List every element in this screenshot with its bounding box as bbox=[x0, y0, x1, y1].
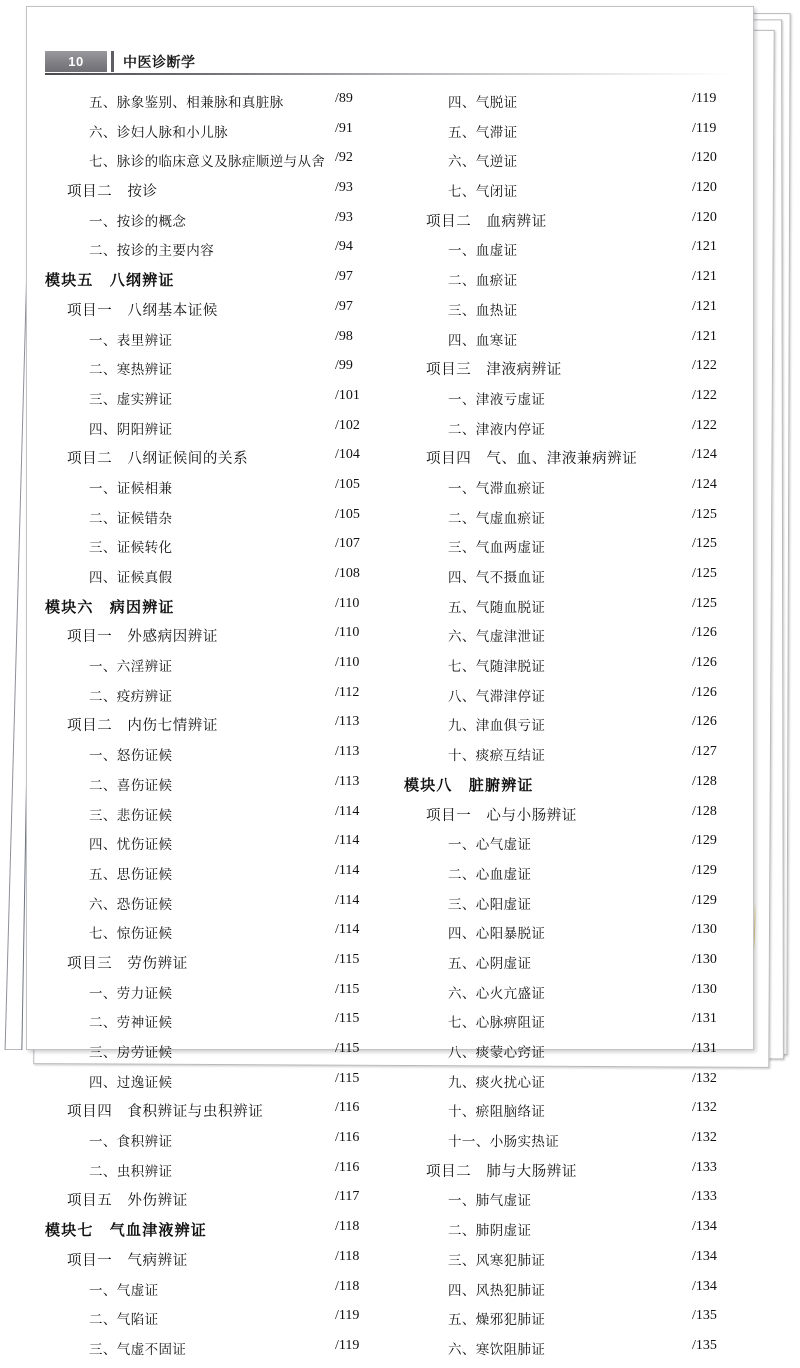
toc-row[interactable] bbox=[45, 536, 386, 566]
toc-entry-page-number: /121 bbox=[692, 269, 717, 285]
toc-row[interactable] bbox=[404, 625, 745, 655]
toc-row[interactable] bbox=[45, 1160, 386, 1190]
toc-entry-page-number: /97 bbox=[335, 298, 353, 314]
toc-entry-page-number: /135 bbox=[692, 1308, 717, 1324]
toc-entry-page-number: /129 bbox=[692, 892, 717, 908]
toc-row[interactable] bbox=[404, 299, 745, 329]
toc-entry-page-number: /116 bbox=[335, 1100, 360, 1116]
toc-entry-label: 五、气滞证 bbox=[448, 124, 518, 141]
toc-entry-label: 项目四 食积辨证与虫积辨证 bbox=[67, 1104, 264, 1121]
toc-entry-label: 二、津液内停证 bbox=[448, 421, 546, 438]
toc-row[interactable] bbox=[404, 982, 745, 1012]
toc-entry-label: 四、过逸证候 bbox=[89, 1074, 173, 1091]
toc-entry-page-number: /112 bbox=[335, 684, 360, 700]
toc-entry-label: 二、心血虚证 bbox=[448, 866, 532, 883]
toc-row[interactable] bbox=[45, 744, 386, 774]
toc-entry-label: 一、气滞血瘀证 bbox=[448, 480, 546, 497]
toc-row[interactable] bbox=[45, 1338, 386, 1368]
toc-row[interactable] bbox=[404, 952, 745, 982]
toc-entry-page-number: /133 bbox=[692, 1189, 717, 1205]
toc-entry-page-number: /132 bbox=[692, 1100, 717, 1116]
toc-entry-label: 一、心气虚证 bbox=[448, 837, 532, 854]
toc-entry-label: 二、喜伤证候 bbox=[89, 777, 173, 794]
toc-row[interactable] bbox=[404, 714, 745, 744]
toc-row[interactable] bbox=[404, 774, 745, 804]
toc-row[interactable] bbox=[45, 1011, 386, 1041]
toc-entry-label: 三、气虚不固证 bbox=[89, 1341, 187, 1358]
toc-entry-page-number: /110 bbox=[335, 595, 360, 611]
toc-entry-page-number: /108 bbox=[335, 566, 360, 581]
toc-entry-label: 四、心阳暴脱证 bbox=[448, 926, 546, 943]
toc-columns bbox=[45, 91, 745, 1368]
toc-entry-label: 三、虚实辨证 bbox=[89, 391, 173, 408]
toc-entry-label: 七、心脉痹阻证 bbox=[448, 1015, 546, 1032]
toc-entry-page-number: /110 bbox=[335, 655, 360, 671]
toc-entry-label: 七、气闭证 bbox=[448, 184, 518, 201]
toc-row[interactable] bbox=[45, 804, 386, 834]
toc-row[interactable] bbox=[45, 507, 386, 537]
toc-entry-label: 一、食积辨证 bbox=[89, 1134, 173, 1151]
toc-entry-page-number: /116 bbox=[335, 1130, 360, 1146]
toc-row[interactable] bbox=[45, 269, 386, 299]
toc-row[interactable] bbox=[404, 1041, 745, 1071]
page-folio-number: 10 bbox=[45, 51, 107, 72]
toc-entry-page-number: /129 bbox=[692, 862, 717, 878]
toc-entry-label: 一、气虚证 bbox=[89, 1282, 159, 1299]
toc-entry-page-number: /113 bbox=[335, 773, 360, 789]
toc-row[interactable] bbox=[45, 388, 386, 418]
toc-column-right bbox=[404, 91, 745, 1368]
toc-entry-page-number: /126 bbox=[692, 684, 717, 700]
toc-entry-page-number: /128 bbox=[692, 803, 717, 819]
toc-row[interactable] bbox=[45, 1249, 386, 1279]
book-title: 中医诊断学 bbox=[123, 55, 196, 71]
toc-row[interactable] bbox=[45, 121, 386, 151]
toc-row[interactable] bbox=[45, 447, 386, 477]
toc-entry-label: 项目一 气病辨证 bbox=[67, 1252, 188, 1269]
toc-row[interactable] bbox=[404, 477, 745, 507]
toc-entry-page-number: /114 bbox=[335, 862, 360, 878]
toc-row[interactable] bbox=[45, 1041, 386, 1071]
toc-entry-label: 项目一 八纲基本证候 bbox=[67, 302, 218, 319]
toc-row[interactable] bbox=[404, 685, 745, 715]
toc-row[interactable] bbox=[45, 774, 386, 804]
toc-entry-label: 项目三 劳伤辨证 bbox=[67, 955, 188, 972]
toc-row[interactable] bbox=[45, 418, 386, 448]
toc-entry-page-number: /119 bbox=[692, 91, 717, 106]
toc-entry-label: 模块八 脏腑辨证 bbox=[404, 775, 534, 794]
toc-row[interactable] bbox=[404, 833, 745, 863]
toc-entry-page-number: /93 bbox=[335, 209, 353, 225]
toc-row[interactable] bbox=[45, 1279, 386, 1309]
toc-row[interactable] bbox=[45, 91, 386, 121]
toc-entry-label: 一、怒伤证候 bbox=[89, 748, 173, 765]
toc-entry-label: 四、气脱证 bbox=[448, 95, 518, 111]
toc-entry-label: 一、六淫辨证 bbox=[89, 659, 173, 676]
toc-row[interactable] bbox=[404, 596, 745, 626]
toc-entry-page-number: /132 bbox=[692, 1070, 717, 1086]
toc-entry-page-number: /121 bbox=[692, 328, 717, 344]
toc-entry-label: 二、气陷证 bbox=[89, 1312, 159, 1329]
toc-row[interactable] bbox=[45, 1071, 386, 1101]
toc-entry-label: 四、证候真假 bbox=[89, 570, 173, 586]
toc-entry-label: 十、痰瘀互结证 bbox=[448, 748, 546, 765]
toc-row[interactable] bbox=[45, 210, 386, 240]
toc-entry-page-number: /134 bbox=[692, 1278, 717, 1294]
toc-entry-label: 三、证候转化 bbox=[89, 540, 173, 557]
toc-row[interactable] bbox=[404, 210, 745, 240]
toc-entry-label: 六、气虚津泄证 bbox=[448, 629, 546, 646]
toc-entry-label: 九、痰火扰心证 bbox=[448, 1074, 546, 1091]
toc-entry-label: 五、脉象鉴别、相兼脉和真脏脉 bbox=[89, 95, 284, 111]
toc-row[interactable] bbox=[45, 893, 386, 923]
toc-entry-page-number: /94 bbox=[335, 239, 353, 255]
toc-entry-label: 七、气随津脱证 bbox=[448, 659, 546, 676]
toc-entry-label: 三、心阳虚证 bbox=[448, 896, 532, 913]
toc-entry-label: 一、肺气虚证 bbox=[448, 1193, 532, 1210]
toc-entry-label: 项目二 八纲证候间的关系 bbox=[67, 451, 249, 468]
toc-entry-page-number: /117 bbox=[335, 1189, 360, 1205]
toc-entry-page-number: /98 bbox=[335, 328, 353, 344]
toc-row[interactable] bbox=[45, 1308, 386, 1338]
toc-entry-label: 一、津液亏虚证 bbox=[448, 391, 546, 408]
book-page bbox=[26, 6, 754, 1358]
toc-entry-page-number: /125 bbox=[692, 506, 717, 522]
toc-entry-label: 四、风热犯肺证 bbox=[448, 1282, 546, 1299]
toc-entry-label: 三、悲伤证候 bbox=[89, 807, 173, 824]
toc-entry-page-number: /128 bbox=[692, 773, 717, 789]
toc-row[interactable] bbox=[404, 1011, 745, 1041]
running-header bbox=[45, 51, 735, 77]
toc-entry-page-number: /124 bbox=[692, 447, 717, 463]
toc-entry-label: 二、劳神证候 bbox=[89, 1015, 173, 1032]
toc-column-left bbox=[45, 91, 386, 1368]
toc-row[interactable] bbox=[404, 1130, 745, 1160]
toc-entry-label: 二、证候错杂 bbox=[89, 510, 173, 527]
toc-row[interactable] bbox=[404, 1100, 745, 1130]
toc-row[interactable] bbox=[404, 388, 745, 418]
toc-entry-page-number: /114 bbox=[335, 892, 360, 908]
toc-row[interactable] bbox=[45, 1189, 386, 1219]
toc-row[interactable] bbox=[45, 150, 386, 180]
toc-entry-label: 二、气虚血瘀证 bbox=[448, 510, 546, 527]
toc-entry-page-number: /130 bbox=[692, 922, 717, 938]
toc-entry-page-number: /124 bbox=[692, 476, 717, 492]
toc-row[interactable] bbox=[45, 358, 386, 388]
toc-row[interactable] bbox=[45, 596, 386, 626]
toc-entry-page-number: /113 bbox=[335, 714, 360, 730]
toc-entry-page-number: /97 bbox=[335, 269, 353, 285]
toc-entry-label: 二、血瘀证 bbox=[448, 273, 518, 290]
toc-entry-label: 一、证候相兼 bbox=[89, 480, 173, 497]
toc-entry-page-number: /118 bbox=[335, 1248, 360, 1264]
toc-entry-label: 项目二 血病辨证 bbox=[426, 213, 547, 230]
toc-entry-label: 六、气逆证 bbox=[448, 154, 518, 171]
toc-entry-label: 一、劳力证候 bbox=[89, 985, 173, 1002]
toc-entry-page-number: /135 bbox=[692, 1337, 717, 1353]
toc-row[interactable] bbox=[404, 863, 745, 893]
toc-row[interactable] bbox=[404, 1308, 745, 1338]
toc-entry-label: 七、脉诊的临床意义及脉症顺逆与从舍 bbox=[89, 154, 326, 171]
toc-entry-page-number: /120 bbox=[692, 209, 717, 225]
toc-entry-page-number: /113 bbox=[335, 744, 360, 760]
toc-entry-label: 六、恐伤证候 bbox=[89, 896, 173, 913]
toc-entry-label: 一、按诊的概念 bbox=[89, 213, 187, 230]
toc-entry-label: 一、表里辨证 bbox=[89, 332, 173, 349]
toc-entry-page-number: /99 bbox=[335, 358, 353, 374]
toc-entry-label: 五、气随血脱证 bbox=[448, 599, 546, 616]
toc-row[interactable] bbox=[45, 655, 386, 685]
toc-entry-page-number: /129 bbox=[692, 833, 717, 849]
toc-entry-label: 六、诊妇人脉和小儿脉 bbox=[89, 124, 228, 141]
toc-entry-page-number: /125 bbox=[692, 536, 717, 552]
toc-entry-label: 项目三 津液病辨证 bbox=[426, 362, 562, 379]
toc-row[interactable] bbox=[45, 566, 386, 596]
toc-row[interactable] bbox=[45, 180, 386, 210]
toc-row[interactable] bbox=[404, 447, 745, 477]
toc-row[interactable] bbox=[404, 804, 745, 834]
header-rule bbox=[45, 73, 735, 75]
toc-entry-page-number: /130 bbox=[692, 981, 717, 997]
toc-row[interactable] bbox=[45, 299, 386, 329]
toc-row[interactable] bbox=[404, 358, 745, 388]
toc-entry-label: 八、痰蒙心窍证 bbox=[448, 1045, 546, 1061]
toc-row[interactable] bbox=[45, 952, 386, 982]
toc-row[interactable] bbox=[404, 150, 745, 180]
toc-entry-label: 五、心阴虚证 bbox=[448, 955, 532, 972]
toc-entry-page-number: /114 bbox=[335, 922, 360, 938]
toc-entry-label: 一、血虚证 bbox=[448, 243, 518, 260]
toc-row[interactable] bbox=[404, 1160, 745, 1190]
toc-entry-label: 项目一 心与小肠辨证 bbox=[426, 807, 577, 824]
toc-entry-page-number: /132 bbox=[692, 1130, 717, 1146]
toc-entry-label: 模块六 病因辨证 bbox=[45, 597, 175, 616]
toc-entry-label: 十一、小肠实热证 bbox=[448, 1134, 560, 1151]
toc-row[interactable] bbox=[404, 507, 745, 537]
toc-row[interactable] bbox=[404, 91, 745, 121]
toc-entry-page-number: /105 bbox=[335, 476, 360, 492]
toc-entry-page-number: /131 bbox=[692, 1011, 717, 1027]
toc-entry-page-number: /122 bbox=[692, 417, 717, 433]
toc-entry-page-number: /115 bbox=[335, 1041, 360, 1056]
toc-row[interactable] bbox=[404, 239, 745, 269]
toc-row[interactable] bbox=[404, 418, 745, 448]
toc-entry-page-number: /121 bbox=[692, 239, 717, 255]
toc-entry-page-number: /133 bbox=[692, 1159, 717, 1175]
toc-row[interactable] bbox=[404, 893, 745, 923]
toc-entry-label: 项目五 外伤辨证 bbox=[67, 1193, 188, 1210]
toc-entry-label: 二、寒热辨证 bbox=[89, 362, 173, 379]
toc-row[interactable] bbox=[45, 982, 386, 1012]
toc-entry-page-number: /102 bbox=[335, 417, 360, 433]
toc-row[interactable] bbox=[404, 329, 745, 359]
toc-row[interactable] bbox=[45, 1100, 386, 1130]
toc-entry-page-number: /120 bbox=[692, 180, 717, 196]
toc-row[interactable] bbox=[404, 1219, 745, 1249]
toc-entry-page-number: /125 bbox=[692, 566, 717, 581]
toc-entry-page-number: /114 bbox=[335, 803, 360, 819]
toc-entry-page-number: /114 bbox=[335, 833, 360, 849]
toc-row[interactable] bbox=[404, 744, 745, 774]
toc-row[interactable] bbox=[45, 922, 386, 952]
toc-entry-page-number: /104 bbox=[335, 447, 360, 463]
toc-entry-page-number: /115 bbox=[335, 981, 360, 997]
toc-row[interactable] bbox=[45, 1219, 386, 1249]
toc-row[interactable] bbox=[404, 566, 745, 596]
toc-entry-label: 六、心火亢盛证 bbox=[448, 985, 546, 1002]
toc-entry-page-number: /118 bbox=[335, 1278, 360, 1294]
toc-entry-page-number: /118 bbox=[335, 1219, 360, 1235]
toc-entry-page-number: /126 bbox=[692, 655, 717, 671]
toc-entry-label: 七、惊伤证候 bbox=[89, 926, 173, 943]
toc-row[interactable] bbox=[404, 655, 745, 685]
toc-row[interactable] bbox=[404, 180, 745, 210]
toc-entry-label: 十、瘀阻脑络证 bbox=[448, 1104, 546, 1121]
toc-entry-label: 四、忧伤证候 bbox=[89, 837, 173, 854]
toc-entry-page-number: /120 bbox=[692, 150, 717, 166]
toc-entry-page-number: /119 bbox=[335, 1308, 360, 1324]
toc-entry-page-number: /119 bbox=[692, 120, 717, 136]
toc-row[interactable] bbox=[404, 1338, 745, 1368]
toc-entry-label: 六、寒饮阻肺证 bbox=[448, 1341, 546, 1358]
toc-entry-page-number: /122 bbox=[692, 358, 717, 374]
toc-entry-page-number: /93 bbox=[335, 180, 353, 196]
toc-row[interactable] bbox=[45, 239, 386, 269]
toc-entry-page-number: /101 bbox=[335, 387, 360, 403]
toc-row[interactable] bbox=[45, 685, 386, 715]
toc-entry-page-number: /107 bbox=[335, 536, 360, 552]
toc-row[interactable] bbox=[404, 269, 745, 299]
toc-entry-page-number: /92 bbox=[335, 150, 353, 166]
toc-entry-label: 三、气血两虚证 bbox=[448, 540, 546, 557]
toc-entry-label: 项目二 按诊 bbox=[67, 184, 158, 201]
toc-entry-label: 三、房劳证候 bbox=[89, 1045, 173, 1061]
toc-entry-label: 二、按诊的主要内容 bbox=[89, 243, 215, 260]
toc-entry-label: 模块五 八纲辨证 bbox=[45, 271, 175, 290]
toc-entry-label: 二、疫疠辨证 bbox=[89, 688, 173, 705]
toc-entry-page-number: /89 bbox=[335, 91, 353, 106]
toc-row[interactable] bbox=[45, 625, 386, 655]
toc-entry-page-number: /134 bbox=[692, 1248, 717, 1264]
toc-entry-page-number: /105 bbox=[335, 506, 360, 522]
toc-entry-page-number: /131 bbox=[692, 1041, 717, 1056]
toc-entry-label: 二、虫积辨证 bbox=[89, 1163, 173, 1180]
toc-entry-label: 二、肺阴虚证 bbox=[448, 1223, 532, 1240]
toc-entry-label: 四、气不摄血证 bbox=[448, 570, 546, 586]
toc-entry-label: 项目二 肺与大肠辨证 bbox=[426, 1163, 577, 1180]
toc-entry-page-number: /130 bbox=[692, 951, 717, 967]
toc-entry-page-number: /119 bbox=[335, 1337, 360, 1353]
toc-row[interactable] bbox=[45, 833, 386, 863]
toc-entry-page-number: /110 bbox=[335, 625, 360, 641]
toc-row[interactable] bbox=[404, 1249, 745, 1279]
toc-entry-label: 项目二 内伤七情辨证 bbox=[67, 718, 218, 735]
toc-entry-label: 模块七 气血津液辨证 bbox=[45, 1221, 208, 1240]
folio-divider bbox=[111, 51, 114, 72]
toc-entry-page-number: /115 bbox=[335, 1070, 360, 1086]
toc-entry-label: 九、津血俱亏证 bbox=[448, 718, 546, 735]
toc-entry-page-number: /134 bbox=[692, 1219, 717, 1235]
toc-row[interactable] bbox=[45, 863, 386, 893]
toc-entry-page-number: /127 bbox=[692, 744, 717, 760]
toc-entry-page-number: /121 bbox=[692, 298, 717, 314]
toc-row[interactable] bbox=[404, 121, 745, 151]
toc-entry-label: 三、血热证 bbox=[448, 302, 518, 319]
toc-entry-label: 八、气滞津停证 bbox=[448, 688, 546, 705]
toc-entry-page-number: /122 bbox=[692, 387, 717, 403]
toc-row[interactable] bbox=[404, 922, 745, 952]
toc-row[interactable] bbox=[404, 536, 745, 566]
toc-entry-page-number: /126 bbox=[692, 625, 717, 641]
toc-entry-page-number: /115 bbox=[335, 951, 360, 967]
toc-entry-page-number: /126 bbox=[692, 714, 717, 730]
toc-entry-page-number: /116 bbox=[335, 1159, 360, 1175]
toc-entry-page-number: /125 bbox=[692, 595, 717, 611]
toc-row[interactable] bbox=[45, 1130, 386, 1160]
toc-entry-label: 项目四 气、血、津液兼病辨证 bbox=[426, 451, 638, 468]
toc-entry-page-number: /91 bbox=[335, 120, 353, 136]
toc-row[interactable] bbox=[45, 714, 386, 744]
toc-entry-label: 五、燥邪犯肺证 bbox=[448, 1312, 546, 1329]
toc-entry-label: 五、思伤证候 bbox=[89, 866, 173, 883]
toc-row[interactable] bbox=[45, 329, 386, 359]
toc-entry-label: 四、阴阳辨证 bbox=[89, 421, 173, 438]
toc-entry-label: 三、风寒犯肺证 bbox=[448, 1252, 546, 1269]
toc-row[interactable] bbox=[404, 1189, 745, 1219]
toc-entry-label: 项目一 外感病因辨证 bbox=[67, 629, 218, 646]
toc-entry-page-number: /115 bbox=[335, 1011, 360, 1027]
toc-row[interactable] bbox=[404, 1071, 745, 1101]
toc-entry-label: 四、血寒证 bbox=[448, 332, 518, 349]
toc-row[interactable] bbox=[45, 477, 386, 507]
toc-row[interactable] bbox=[404, 1279, 745, 1309]
